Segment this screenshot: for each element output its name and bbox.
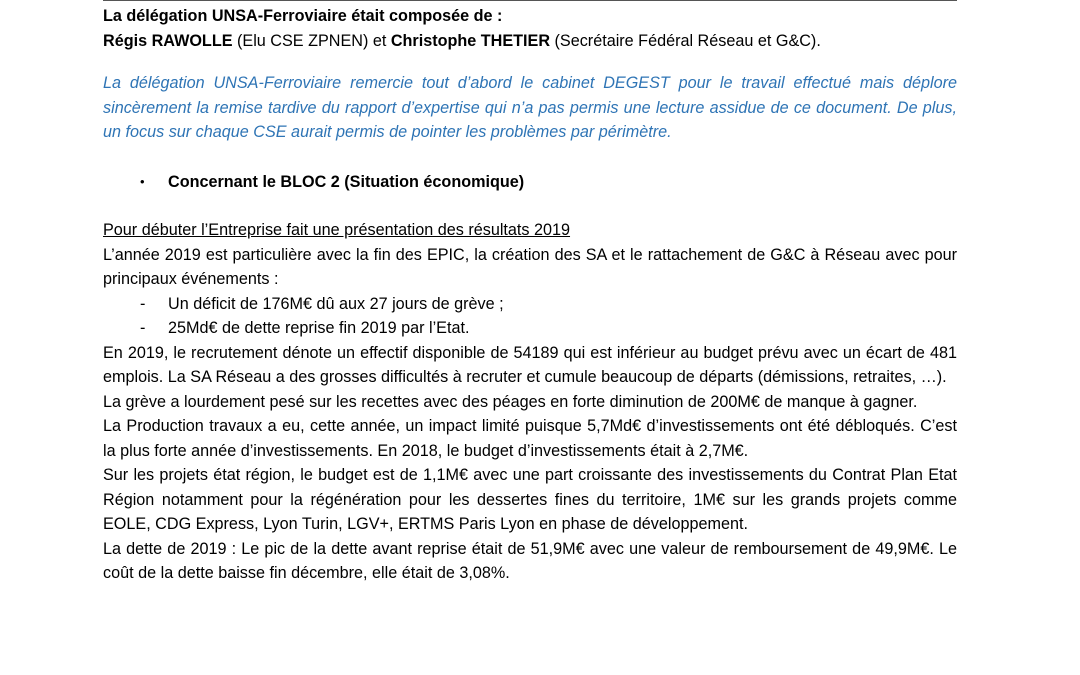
paragraph-2: En 2019, le recrutement dénote un effectif disponible de 54189 qui est inférieur au budget prévu avec un écart de 481 emplois. La SA Réseau a des grosses difficultés à recruter et cumule beaucoup de départs (démissions, retraites, …). [103,343,957,386]
paragraph-5: Sur les projets état région, le budget est de 1,1M€ avec une part croissante des investissements du Contrat Plan Etat Région notamment pour la régénération pour les dessertes fines du territoire, 1M€ sur les grands projets comme EOLE, CDG Express, Lyon Turin, LGV+, ERTMS Paris Lyon en phase de développement. [103,466,957,533]
paragraph-6: La dette de 2019 : Le pic de la dette avant reprise était de 51,9M€ avec une valeur de remboursement de 49,9M€. Le coût de la dette baisse fin décembre, elle était de 3,08%. [103,539,957,582]
intro-heading: Pour débuter l’Entreprise fait une présentation des résultats 2019 [103,221,571,239]
paragraph-3: La grève a lourdement pesé sur les recettes avec des péages en forte diminution de 200M€ de manque à gagner. [103,392,918,411]
member2-role: (Secrétaire Fédéral Réseau et G&C). [550,31,821,50]
list-item: - Un déficit de 176M€ dû aux 27 jours de grève ; [140,294,504,313]
delegation-heading: La délégation UNSA-Ferroviaire était composée de : [103,7,503,25]
delegation-members [103,29,957,54]
list-item: - 25Md€ de dette reprise fin 2019 par l’Etat. [140,319,470,337]
section-heading [103,170,957,195]
bullet-icon: • [140,174,145,189]
section-title: Concernant le BLOC 2 (Situation économique) [168,173,525,191]
paragraph-4: La Production travaux a eu, cette année, un impact limité puisque 5,7Md€ d’investissements ont été débloqués. C’est la plus forte année d’investissements. En 2018, le budget d’investissements était à 2,7M€. [103,417,957,460]
member2-name: Christophe THETIER [390,31,551,50]
delegation-block [103,4,957,53]
top-rule [103,0,957,1]
paragraph-1: L’année 2019 est particulière avec la fin des EPIC, la création des SA et le rattachement de G&C à Réseau avec pour principaux événements : [103,245,957,288]
member1-role: (Elu CSE ZPNEN) et [232,31,391,50]
member1-name: Régis RAWOLLE [103,31,233,50]
delegation-statement: La délégation UNSA-Ferroviaire remercie tout d’abord le cabinet DEGEST pour le travail effectué mais déplore sincèrement la remise tardive du rapport d’expertise qui n’a pas permis une lecture assidue de ce document. De plus, un focus sur chaque CSE aurait permis de pointer les problèmes par périmètre. [103,74,957,141]
results-body [103,218,957,586]
